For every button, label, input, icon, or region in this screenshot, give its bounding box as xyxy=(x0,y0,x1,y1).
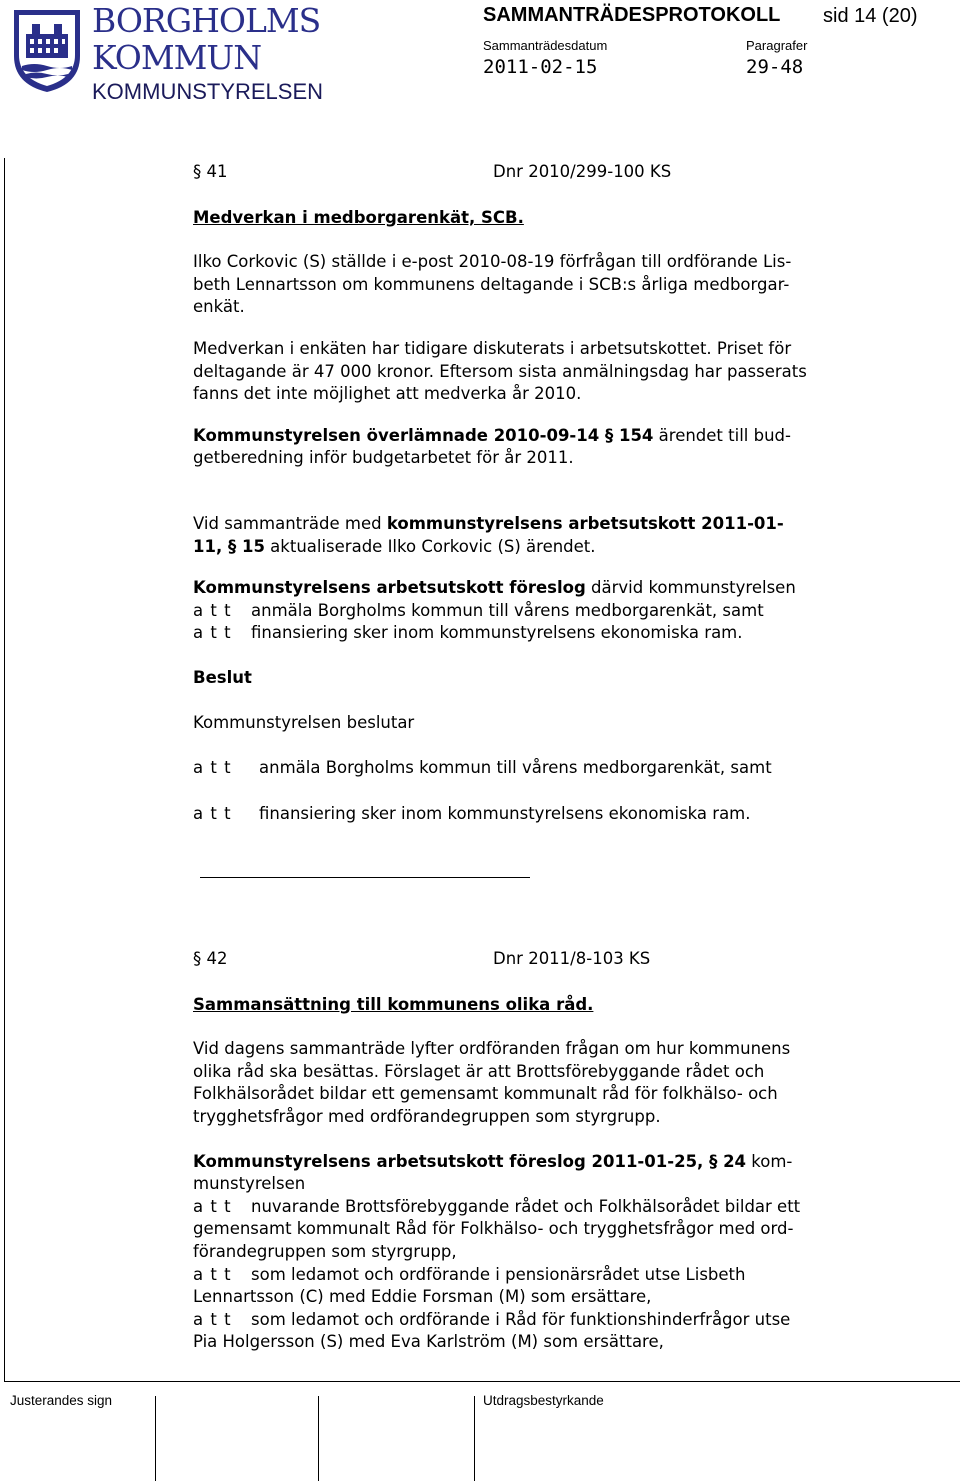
text-line: enkät. xyxy=(193,297,245,317)
text-line: trygghetsfrågor med ordförandegruppen som styrgrupp. xyxy=(193,1106,661,1126)
text-line: beth Lennartsson om kommunens deltagande i SCB:s årliga medborgar- xyxy=(193,274,790,294)
text-bold: 11, § 15 xyxy=(193,536,265,556)
org-name: KOMMUNSTYRELSEN xyxy=(92,79,324,104)
municipal-crest-icon xyxy=(10,6,84,94)
decision-heading: Beslut xyxy=(193,667,252,687)
section-title: Sammansättning till kommunens olika råd. xyxy=(193,994,594,1014)
text-line: förandegruppen som styrgrupp, xyxy=(193,1241,457,1261)
text-line: Pia Holgersson (S) med Eva Karlström (M) som ersättare, xyxy=(193,1332,664,1352)
text-line: fanns det inte möjlighet att medverka år 2010. xyxy=(193,384,582,404)
att-marker: a t t xyxy=(193,600,232,620)
diary-number: Dnr 2011/8-103 KS xyxy=(493,949,651,968)
text-line: nuvarande Brottsförebyggande rådet och Folkhälsorådet bildar ett xyxy=(251,1196,801,1216)
text-line: som ledamot och ordförande i Råd för funktionshinderfrågor utse xyxy=(251,1309,791,1329)
att-marker: a t t xyxy=(193,803,232,823)
section-number: § 42 xyxy=(193,949,228,968)
signature-box-divider xyxy=(155,1396,156,1481)
decision-intro: Kommunstyrelsen beslutar xyxy=(193,712,415,732)
text-bold: Kommunstyrelsens arbetsutskott föreslog 2011-01-25, § 24 xyxy=(193,1151,747,1171)
signature-label: Justerandes sign xyxy=(10,1393,113,1408)
section-42 xyxy=(193,948,885,1354)
paragraph xyxy=(193,425,885,470)
text-line: Vid sammanträde med xyxy=(193,513,387,533)
text-line: munstyrelsen xyxy=(193,1174,306,1194)
text-line: anmäla Borgholms kommun till vårens medborgarenkät, samt xyxy=(251,600,764,620)
att-marker: a t t xyxy=(193,1264,232,1284)
signature-box-divider xyxy=(318,1396,319,1481)
paragraph xyxy=(193,1038,885,1128)
signature-box-divider xyxy=(474,1396,475,1481)
section-title: Medverkan i medborgarenkät, SCB. xyxy=(193,207,524,227)
section-41 xyxy=(193,161,885,825)
decision-item xyxy=(193,757,885,780)
text-line: Lennartsson (C) med Eddie Forsman (M) som ersättare, xyxy=(193,1287,652,1307)
logo-wordmark xyxy=(92,2,320,76)
section-heading-row xyxy=(193,161,885,184)
paragraph xyxy=(193,1151,885,1354)
text-bold: Kommunstyrelsens arbetsutskott föreslog xyxy=(193,578,586,598)
text-line: getberedning inför budgetarbetet för år 2011. xyxy=(193,448,574,468)
paragraph xyxy=(193,338,885,406)
att-marker: a t t xyxy=(193,1196,232,1216)
section-heading-row xyxy=(193,948,885,971)
text-line: Medverkan i enkäten har tidigare diskuterats i arbetsutskottet. Priset för xyxy=(193,338,792,358)
section-separator xyxy=(200,877,530,878)
date-label: Sammanträdesdatum xyxy=(483,38,608,53)
certification-label: Utdragsbestyrkande xyxy=(483,1393,604,1408)
paragraph xyxy=(193,577,885,645)
section-number: § 41 xyxy=(193,162,228,181)
footer-divider xyxy=(4,1381,960,1382)
att-marker: a t t xyxy=(193,758,232,778)
text-line: anmäla Borgholms kommun till vårens medborgarenkät, samt xyxy=(259,758,772,778)
paragraphs-value: 29-48 xyxy=(746,56,804,78)
att-marker: a t t xyxy=(193,1309,232,1329)
text-line: finansiering sker inom kommunstyrelsens ekonomiska ram. xyxy=(251,623,743,643)
margin-line xyxy=(4,158,5,1381)
text-bold: Kommunstyrelsen överlämnade 2010-09-14 § 154 xyxy=(193,425,654,445)
text-line: kom- xyxy=(746,1151,793,1171)
text-line: ärendet till bud- xyxy=(653,425,791,445)
diary-number: Dnr 2010/299-100 KS xyxy=(493,162,672,181)
att-marker: a t t xyxy=(193,623,232,643)
text-line: aktualiserade Ilko Corkovic (S) ärendet. xyxy=(264,536,596,556)
text-bold: kommunstyrelsens arbetsutskott 2011-01- xyxy=(386,513,784,533)
text-line: därvid kommunstyrelsen xyxy=(585,578,796,598)
text-line: olika råd ska besättas. Förslaget är att Brottsförebyggande rådet och xyxy=(193,1061,765,1081)
text-line: deltagande är 47 000 kronor. Eftersom sista anmälningsdag har passerats xyxy=(193,361,807,381)
paragraphs-label: Paragrafer xyxy=(746,38,808,53)
document-title: SAMMANTRÄDESPROTOKOLL xyxy=(483,4,781,26)
page-number: sid 14 (20) xyxy=(823,5,918,27)
text-line: gemensamt kommunalt Råd för Folkhälso- och trygghetsfrågor med ord- xyxy=(193,1219,794,1239)
text-line: Ilko Corkovic (S) ställde i e-post 2010-08-19 förfrågan till ordförande Lis- xyxy=(193,252,792,272)
logo-line-2: KOMMUN xyxy=(92,38,262,77)
text-line: som ledamot och ordförande i pensionärsrådet utse Lisbeth xyxy=(251,1264,746,1284)
text-line: Folkhälsorådet bildar ett gemensamt kommunalt råd för folkhälso- och xyxy=(193,1084,778,1104)
logo-line-1: BORGHOLMS xyxy=(92,1,321,40)
paragraph xyxy=(193,251,885,319)
date-value: 2011-02-15 xyxy=(483,56,598,78)
paragraph xyxy=(193,513,885,558)
decision-item xyxy=(193,803,885,826)
text-line: finansiering sker inom kommunstyrelsens ekonomiska ram. xyxy=(259,803,751,823)
text-line: Vid dagens sammanträde lyfter ordföranden frågan om hur kommunens xyxy=(193,1039,791,1059)
